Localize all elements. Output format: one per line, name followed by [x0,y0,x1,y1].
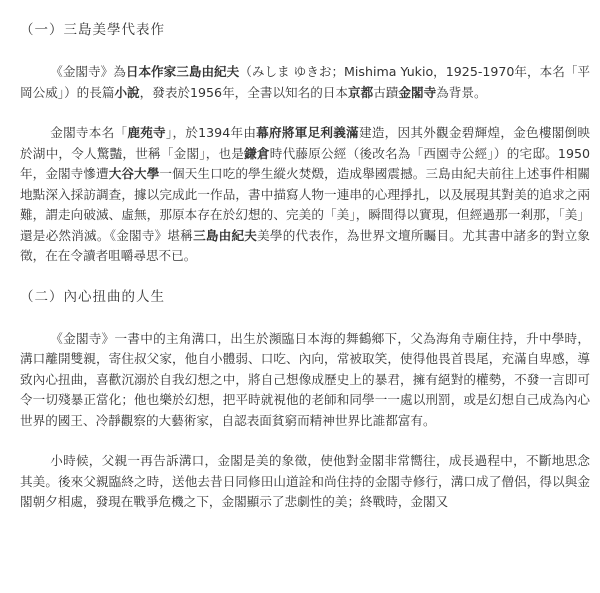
text-run: 古蹟 [373,84,399,100]
bold-term-mishima: 三島由紀夫 [193,227,258,243]
section-1-paragraph-1 [20,62,590,103]
section-2-paragraph-1: 《金閣寺》一書中的主角溝口，出生於瀕臨日本海的舞鶴鄉下，父為海角寺廟住持，升中學時，溝口離開雙親，寄住叔父家，他自小體弱、口吃、內向，常被取笑，使得他畏首畏尾，充滿自卑感，導致內心扭曲，喜歡沉溺於自我幻想之中，將自己想像成歷史上的暴君，擁有絕對的權勢，不發一言即可令一切殘暴正當化；他也樂於幻想，把平時就視他的老師和同學一一處以刑罰，或是幻想自己成為內心世界的國王、冷靜觀察的大藝術家，自認表面貧窮而精神世界比誰都富有。 [20,330,590,428]
bold-term-kinkakuji: 金閣寺 [398,84,437,100]
text-run: 《金閣寺》為 [50,64,126,79]
text-run: 為背景。 [436,84,487,100]
text-run: 一個天生口吃的學生縱火焚燬，造成舉國震撼。三島由紀夫前往上述事件相關地點深入採訪調查，據以完成此一作品，書中描寫人物一連串的心理掙扎，以及展現其對美的追求之兩難，謂走向破滅、虛無，那原本存在於幻想的、完美的「美」，瞬間得以實現，但經過那一剎那，「美」還是必然消滅。《金閣寺》堪稱 [20,166,591,243]
text-run: 建造，因其外觀金碧輝煌，金色樓閣倒映於湖中，令人驚豔，世稱「金閣」，也是 [20,125,591,161]
bold-term-kamakura: 鎌倉 [244,145,270,161]
bold-term-kyoto: 京都 [348,84,374,100]
text-run: 時代藤原公經（後改名為「西園寺公經」）的宅邸。1950年，金閣寺慘遭 [20,145,590,181]
bold-term-novel: 小說 [114,84,140,100]
text-run: 美學的代表作，為世界文壇所矚目。尤其書中諸多的對立象徵，在在令讀者咀嚼尋思不已。 [20,227,591,263]
section-2-paragraph-2: 小時候，父親一再告訴溝口，金閣是美的象徵，使他對金閣非常嚮往，成長過程中，不斷地思念其美。後來父親臨終之時，送他去昔日同修田山道詮和尚住持的金閣寺修行，溝口成了僧侶，得以與金閣朝夕相處，發現在戰爭危機之下，金閣顯示了悲劇性的美；終戰時，金閣又 [20,453,590,509]
text-run: ，發表於1956年，全書以知名的日本 [139,84,349,100]
text-run: 金閣寺本名「 [50,125,128,140]
section-2-heading: （二）內心扭曲的人生 [20,288,165,305]
bold-term-otani-university: 大谷大學 [108,166,160,181]
bold-term-author: 日本作家三島由紀夫 [125,64,240,79]
text-run: （みしま ゆきお；Mishima Yukio，1925-1970年，本名「平岡公威」）的長篇 [20,64,591,100]
section-1-paragraph-2 [20,123,590,267]
bold-term-rokuonji: 鹿苑寺 [127,125,166,140]
bold-term-shogun: 幕府將軍足利義滿 [256,125,359,140]
section-1-heading: （一）三島美學代表作 [20,22,165,38]
text-run: 」，於1394年由 [165,125,257,140]
